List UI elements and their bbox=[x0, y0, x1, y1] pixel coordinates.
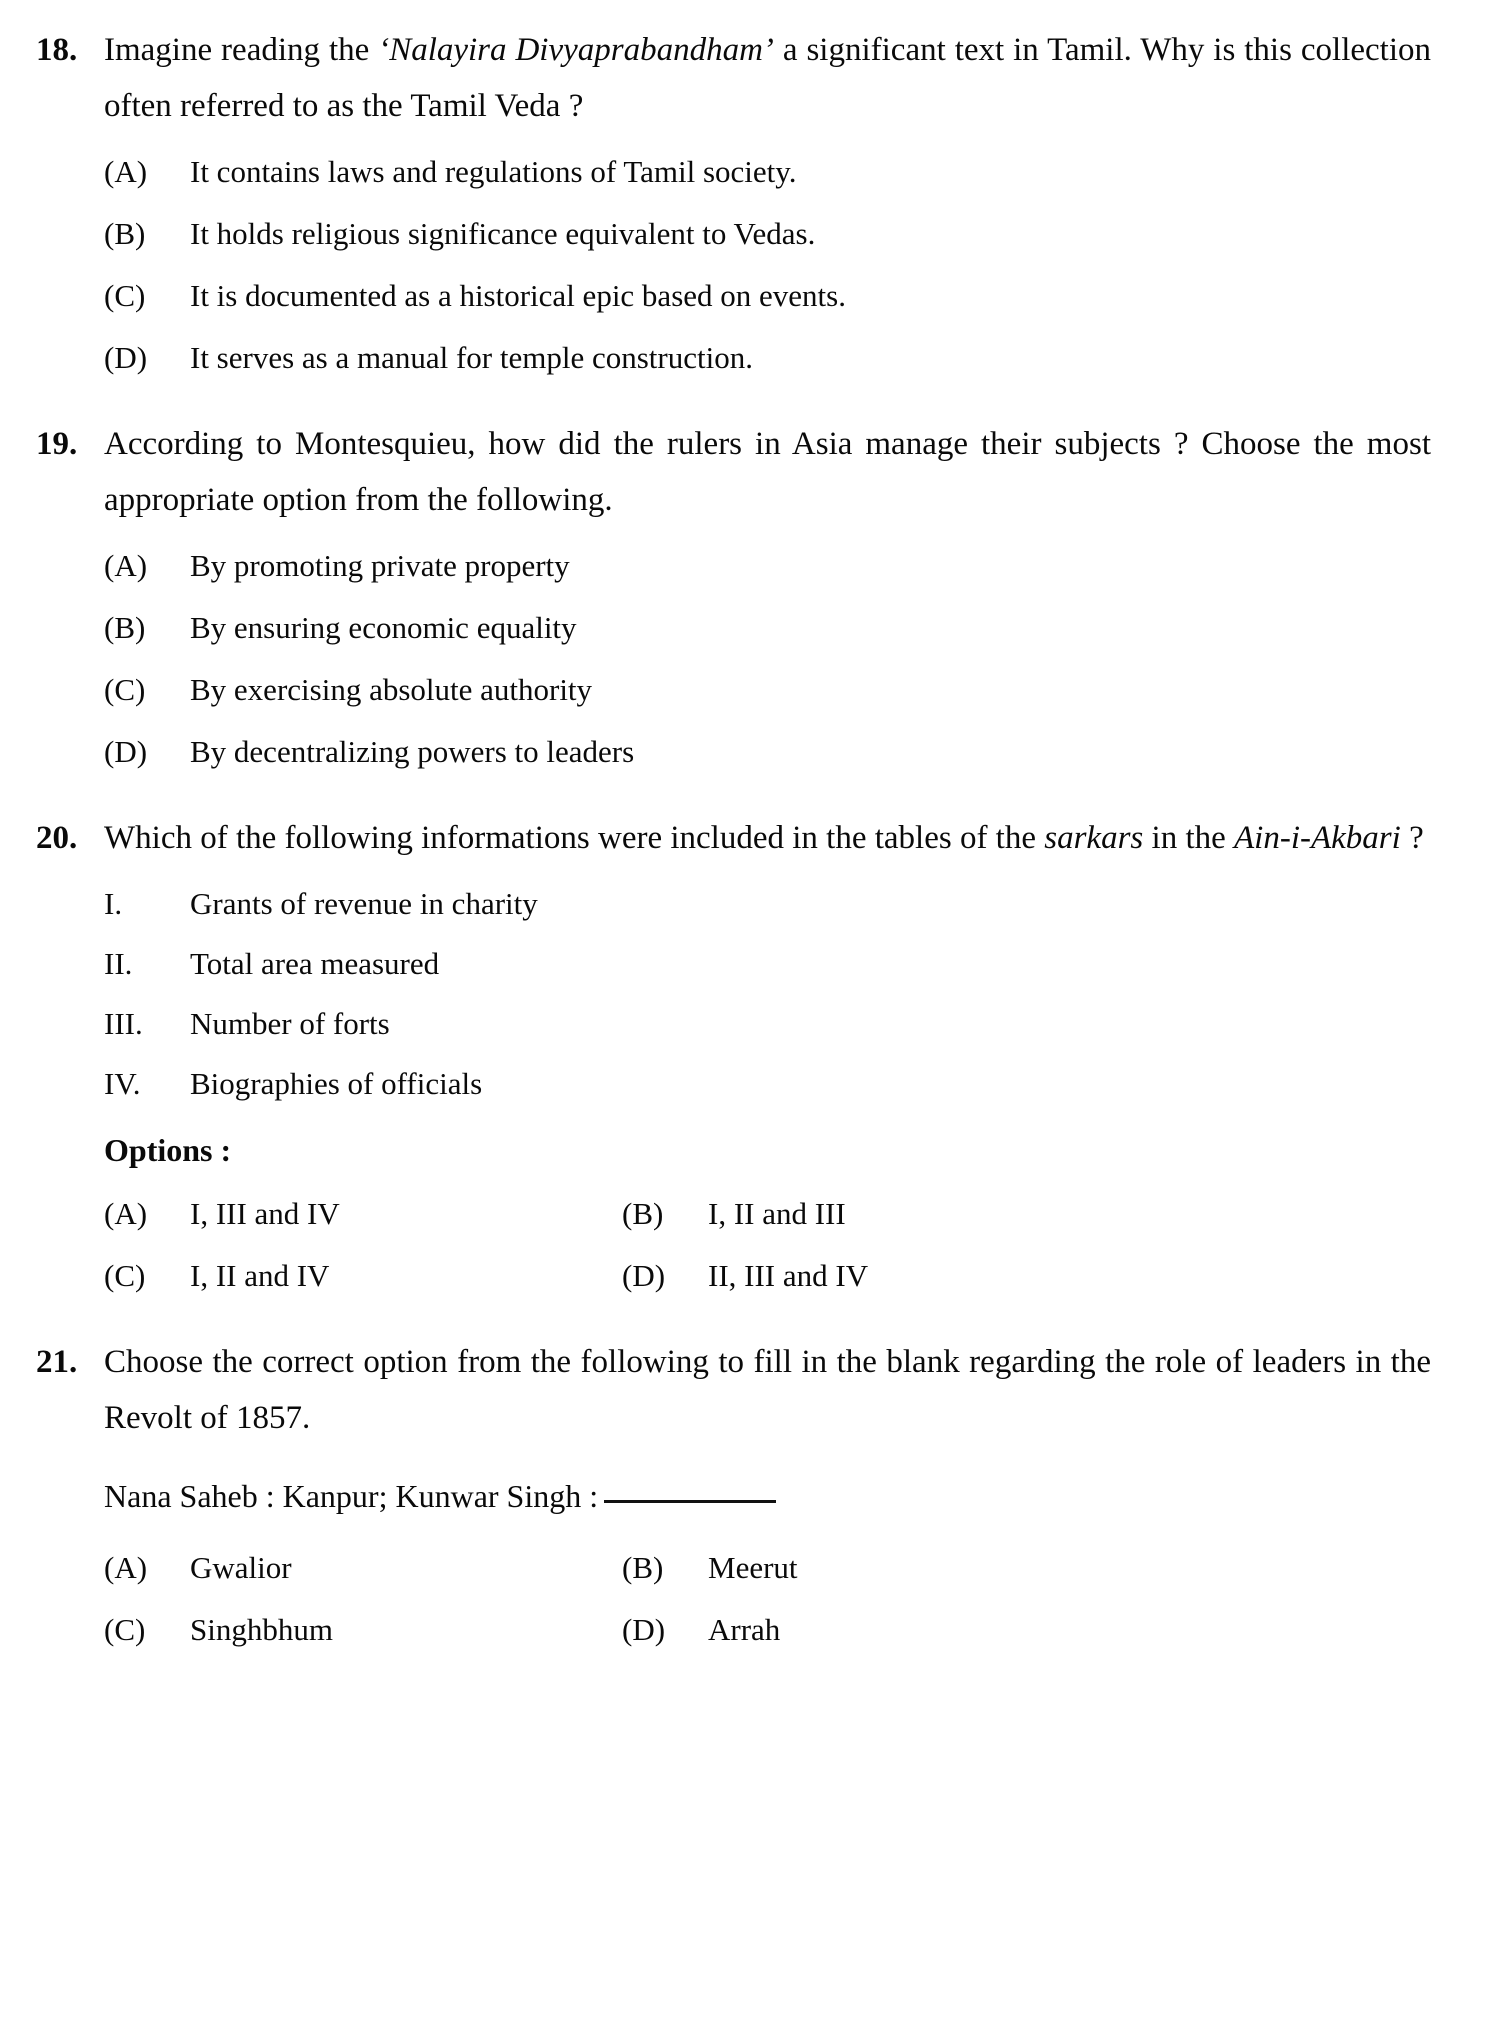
analogy-line bbox=[104, 1468, 1431, 1524]
option-text: By decentralizing powers to leaders bbox=[190, 734, 635, 769]
statement-text: Number of forts bbox=[190, 1006, 390, 1041]
question-21 bbox=[34, 1334, 1431, 1654]
option-label: (D) bbox=[104, 734, 148, 769]
option-text: Gwalior bbox=[190, 1550, 292, 1585]
option-row[interactable] bbox=[104, 1606, 622, 1654]
statement-row bbox=[104, 940, 1431, 988]
option-row-pair bbox=[104, 1544, 1431, 1592]
option-label: (D) bbox=[622, 1612, 666, 1647]
option-text: I, III and IV bbox=[190, 1196, 340, 1231]
question-19 bbox=[34, 416, 1431, 776]
option-label: (B) bbox=[104, 610, 146, 645]
option-text: Meerut bbox=[708, 1550, 798, 1585]
question-20-number: 20. bbox=[36, 820, 78, 856]
statement-label: I. bbox=[104, 886, 123, 921]
question-18-head bbox=[34, 22, 1431, 382]
option-label: (C) bbox=[104, 1258, 146, 1293]
question-20-head bbox=[34, 810, 1431, 1300]
question-21-number: 21. bbox=[36, 1344, 78, 1380]
option-label: (B) bbox=[622, 1550, 664, 1585]
options-heading: Options : bbox=[104, 1132, 232, 1168]
option-text: It holds religious significance equivalent to Vedas. bbox=[190, 216, 816, 251]
question-20-body bbox=[104, 810, 1431, 1300]
option-row[interactable] bbox=[622, 1544, 1431, 1592]
question-20-statements bbox=[104, 880, 1431, 1108]
option-row[interactable] bbox=[104, 272, 1431, 320]
statement-label: II. bbox=[104, 946, 133, 981]
statement-row bbox=[104, 880, 1431, 928]
option-row[interactable] bbox=[104, 604, 1431, 652]
option-row-pair bbox=[104, 1190, 1431, 1238]
statement-label: III. bbox=[104, 1006, 143, 1041]
option-row[interactable] bbox=[104, 666, 1431, 714]
option-text: It serves as a manual for temple construction. bbox=[190, 340, 753, 375]
option-row[interactable] bbox=[622, 1190, 1431, 1238]
question-19-text: According to Montesquieu, how did the rulers in Asia manage their subjects ? Choose the most appropriate option from the following. bbox=[104, 426, 1431, 518]
question-20-text-lead: Which of the following informations were included in the tables of the bbox=[104, 820, 1045, 856]
option-row[interactable] bbox=[104, 334, 1431, 382]
question-20-text-tail: ? bbox=[1400, 820, 1424, 856]
option-text: I, II and III bbox=[708, 1196, 846, 1231]
option-row-pair bbox=[104, 1252, 1431, 1300]
statement-row bbox=[104, 1000, 1431, 1048]
option-label: (A) bbox=[104, 1550, 148, 1585]
question-18-body bbox=[104, 22, 1431, 382]
option-row[interactable] bbox=[104, 148, 1431, 196]
option-row[interactable] bbox=[104, 1252, 622, 1300]
option-text: By promoting private property bbox=[190, 548, 570, 583]
option-text: By exercising absolute authority bbox=[190, 672, 593, 707]
question-20-text-mid: in the bbox=[1143, 820, 1235, 856]
statement-row bbox=[104, 1060, 1431, 1108]
question-18-number: 18. bbox=[36, 32, 78, 68]
question-19-options bbox=[104, 542, 1431, 776]
option-text: I, II and IV bbox=[190, 1258, 330, 1293]
option-text: By ensuring economic equality bbox=[190, 610, 577, 645]
option-row[interactable] bbox=[104, 728, 1431, 776]
option-label: (C) bbox=[104, 1612, 146, 1647]
question-20-options bbox=[104, 1190, 1431, 1300]
option-row[interactable] bbox=[104, 210, 1431, 258]
question-19-head bbox=[34, 416, 1431, 776]
question-18-italic-title: ‘Nalayira Divyaprabandham’ bbox=[378, 32, 774, 68]
statement-text: Grants of revenue in charity bbox=[190, 886, 538, 921]
option-label: (A) bbox=[104, 154, 148, 189]
option-text: It is documented as a historical epic based on events. bbox=[190, 278, 846, 313]
question-18-text: Imagine reading the ‘Nalayira Divyaprabandham’ a significant text in Tamil. Why is this collection often referred to as the Tamil Veda ? bbox=[104, 32, 1431, 124]
option-label: (D) bbox=[622, 1258, 666, 1293]
option-row-pair bbox=[104, 1606, 1431, 1654]
question-21-text: Choose the correct option from the following to fill in the blank regarding the role of leaders in the Revolt of 1857. bbox=[104, 1344, 1431, 1436]
question-19-number: 19. bbox=[36, 426, 78, 462]
option-label: (B) bbox=[104, 216, 146, 251]
question-21-head bbox=[34, 1334, 1431, 1654]
option-row[interactable] bbox=[104, 542, 1431, 590]
analogy-text: Nana Saheb : Kanpur; Kunwar Singh : bbox=[104, 1478, 599, 1514]
option-row[interactable] bbox=[104, 1190, 622, 1238]
answer-blank[interactable] bbox=[604, 1474, 776, 1503]
question-20-italic-ain-i-akbari: Ain-i-Akbari bbox=[1234, 820, 1401, 856]
option-label: (B) bbox=[622, 1196, 664, 1231]
question-20-italic-sarkars: sarkars bbox=[1044, 820, 1144, 856]
question-18-options bbox=[104, 148, 1431, 382]
statement-text: Biographies of officials bbox=[190, 1066, 483, 1101]
option-row[interactable] bbox=[622, 1606, 1431, 1654]
option-row[interactable] bbox=[104, 1544, 622, 1592]
question-19-body bbox=[104, 416, 1431, 776]
option-text: Arrah bbox=[708, 1612, 781, 1647]
option-label: (C) bbox=[104, 672, 146, 707]
question-20 bbox=[34, 810, 1431, 1300]
statement-label: IV. bbox=[104, 1066, 141, 1101]
question-21-options bbox=[104, 1544, 1431, 1654]
option-text: II, III and IV bbox=[708, 1258, 869, 1293]
option-label: (A) bbox=[104, 548, 148, 583]
option-label: (A) bbox=[104, 1196, 148, 1231]
question-18 bbox=[34, 22, 1431, 382]
question-20-text bbox=[104, 810, 1431, 866]
option-text: It contains laws and regulations of Tamil society. bbox=[190, 154, 797, 189]
option-label: (C) bbox=[104, 278, 146, 313]
option-text: Singhbhum bbox=[190, 1612, 333, 1647]
question-21-body bbox=[104, 1334, 1431, 1654]
option-row[interactable] bbox=[622, 1252, 1431, 1300]
option-label: (D) bbox=[104, 340, 148, 375]
statement-text: Total area measured bbox=[190, 946, 440, 981]
